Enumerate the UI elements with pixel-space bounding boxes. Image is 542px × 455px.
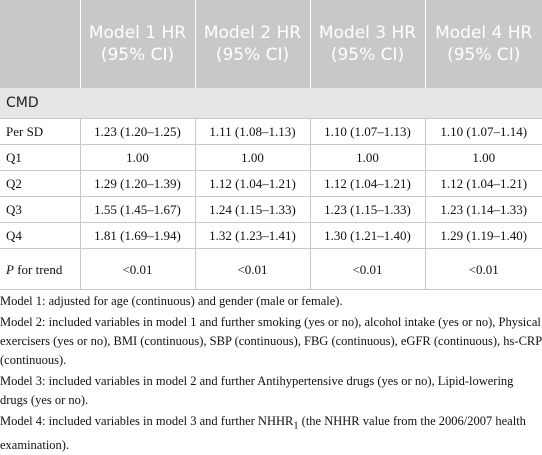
table-row [0,223,542,249]
trend-label [0,249,80,290]
table-cell: 1.00 [195,145,310,171]
table-cell: <0.01 [310,249,425,290]
footnote-model-4-tail: (the NHHR value from the 2006/2007 health examination). [0,414,526,452]
footnote-model-4 [0,412,542,455]
table-row [0,171,542,197]
row-label: Q3 [0,197,80,223]
table-cell: 1.12 (1.04–1.21) [195,171,310,197]
footnote-model-4-text: Model 4: included variables in model 3 and further NHHR [0,414,294,428]
section-row [0,88,542,119]
footnote-model-3: Model 3: included variables in model 2 and further Antihypertensive drugs (yes or no), Lipid-lowering drugs (yes or no). [0,374,514,407]
table-cell: 1.12 (1.04–1.21) [425,171,542,197]
table-cell: 1.55 (1.45–1.67) [80,197,195,223]
header-model-1: Model 1 HR (95% CI) [80,0,195,88]
table-cell: 1.12 (1.04–1.21) [310,171,425,197]
footnote-model-1: Model 1: adjusted for age (continuous) and gender (male or female). [0,294,343,308]
trend-label-p: P [6,261,14,277]
trend-label-rest: for trend [13,261,63,277]
row-label: Q2 [0,171,80,197]
row-label: Q1 [0,145,80,171]
header-model-3: Model 3 HR (95% CI) [310,0,425,88]
table-cell: 1.00 [310,145,425,171]
footnote-model-2: Model 2: included variables in model 1 and further smoking (yes or no), alcohol intake (yes or no), Physical exercisers (yes or no), BMI (continuous), SBP (continuous), FBG (continuous), eGFR (continuous), hs-CRP (continuous). [0,315,542,367]
table-row [0,197,542,223]
table-cell: 1.00 [425,145,542,171]
table-cell: 1.30 (1.21–1.40) [310,223,425,249]
table-cell: 1.23 (1.20–1.25) [80,119,195,145]
table-cell: 1.29 (1.20–1.39) [80,171,195,197]
table-cell: 1.10 (1.07–1.14) [425,119,542,145]
table-cell: 1.81 (1.69–1.94) [80,223,195,249]
header-model-2: Model 2 HR (95% CI) [195,0,310,88]
row-label: Per SD [0,119,80,145]
section-label: CMD [0,88,542,119]
table-cell: <0.01 [195,249,310,290]
row-label: Q4 [0,223,80,249]
table-footnotes [0,292,542,455]
table-cell: 1.24 (1.15–1.33) [195,197,310,223]
table-cell: 1.11 (1.08–1.13) [195,119,310,145]
header-model-4: Model 4 HR (95% CI) [425,0,542,88]
trend-row [0,249,542,290]
table-cell: 1.32 (1.23–1.41) [195,223,310,249]
header-empty [0,0,80,88]
table-cell: 1.29 (1.19–1.40) [425,223,542,249]
table-cell: 1.23 (1.15–1.33) [310,197,425,223]
table-cell: 1.10 (1.07–1.13) [310,119,425,145]
footnote-model-4-subscript: 1 [293,420,299,432]
table-cell: 1.00 [80,145,195,171]
table-row [0,145,542,171]
table-cell: <0.01 [425,249,542,290]
table-cell: <0.01 [80,249,195,290]
header-row [0,0,542,88]
table-row [0,119,542,145]
table-cell: 1.23 (1.14–1.33) [425,197,542,223]
